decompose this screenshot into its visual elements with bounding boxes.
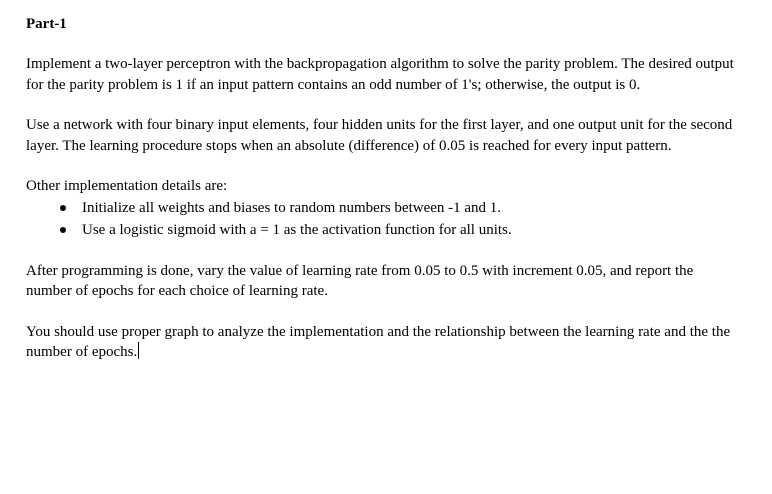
- paragraph-graph-text: You should use proper graph to analyze the implementation and the relationship between the learning rate and the the number of epochs.: [26, 323, 731, 360]
- list-item-text: Use a logistic sigmoid with a = 1 as the activation function for all units.: [82, 221, 512, 238]
- paragraph-graph: [26, 322, 738, 363]
- section-heading: Part-1: [26, 16, 67, 32]
- bullet-icon: [60, 227, 66, 233]
- spacer: [26, 36, 746, 54]
- spacer: [26, 302, 746, 322]
- spacer: [26, 156, 746, 176]
- list-item-text: Initialize all weights and biases to random numbers between -1 and 1.: [82, 199, 502, 216]
- spacer: [26, 95, 746, 115]
- paragraph-network: Use a network with four binary input elements, four hidden units for the first layer, and one output unit for the second layer. The learning procedure stops when an absolute (difference) of 0.05 is reached for every input pattern.: [26, 117, 733, 154]
- list-item: [26, 197, 746, 219]
- bullet-icon: [60, 205, 66, 211]
- spacer: [26, 241, 746, 261]
- list-item: [26, 219, 746, 241]
- document-body[interactable]: [26, 12, 746, 363]
- paragraph-details-intro: Other implementation details are:: [26, 178, 228, 194]
- paragraph-learning-rate: After programming is done, vary the value of learning rate from 0.05 to 0.5 with increment 0.05, and report the number of epochs for each choice of learning rate.: [26, 262, 694, 299]
- details-list: [26, 197, 746, 241]
- paragraph-task: Implement a two-layer perceptron with the backpropagation algorithm to solve the parity problem. The desired output for the parity problem is 1 if an input pattern contains an odd number of 1's; otherwise, the output is 0.: [26, 56, 734, 93]
- text-cursor-icon: [138, 342, 139, 359]
